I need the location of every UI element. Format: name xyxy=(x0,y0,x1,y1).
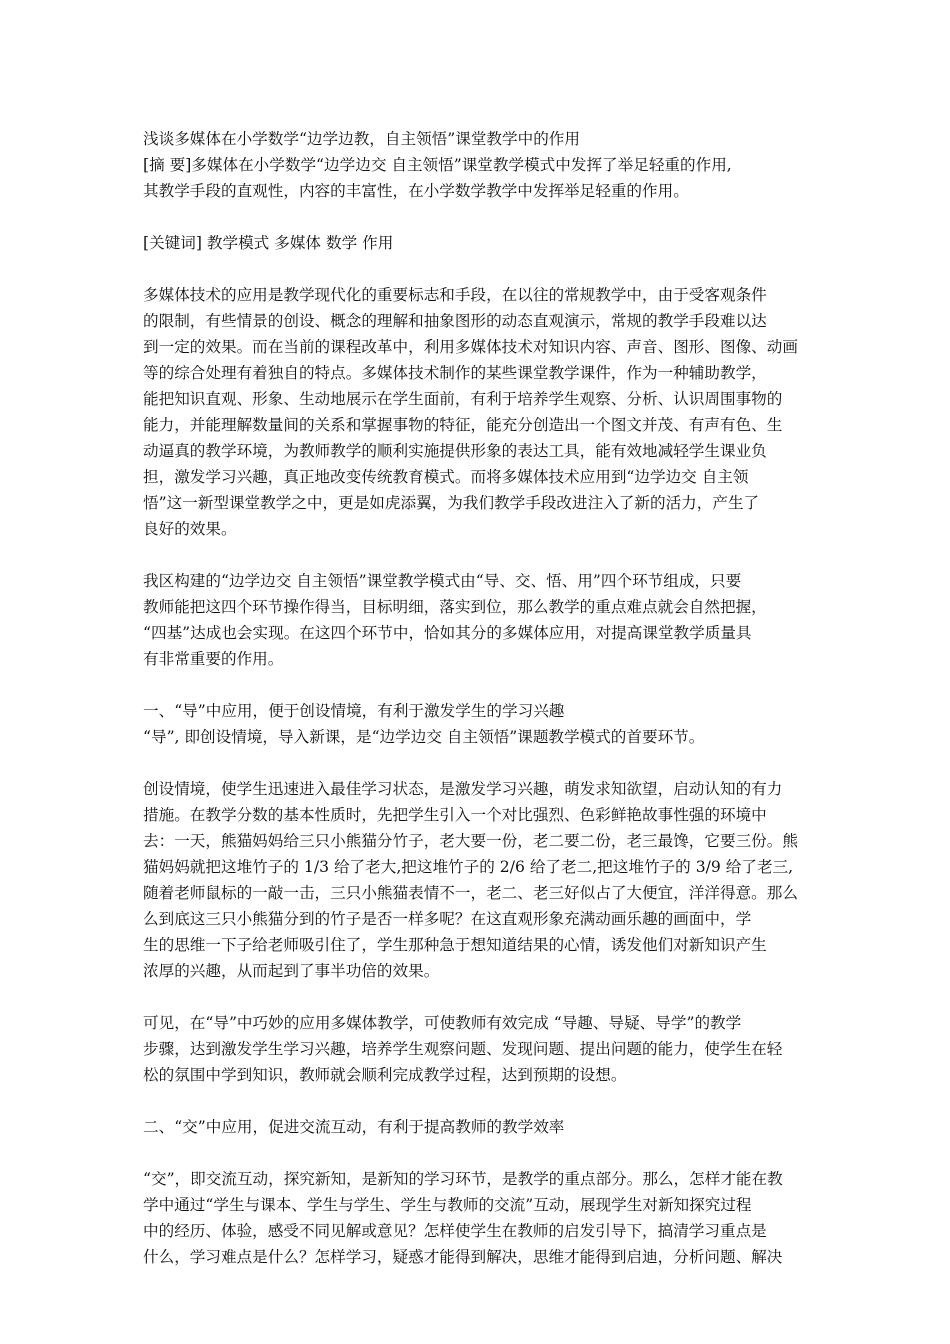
abstract-line-2: 其教学手段的直观性，内容的丰富性，在小学数学教学中发挥举足轻重的作用。 xyxy=(143,182,689,200)
abstract-line-1: [摘 要]多媒体在小学数学“边学边交 自主领悟”课堂教学模式中发挥了举足轻重的作用, xyxy=(143,156,732,174)
paragraph-line: 什么，学习难点是什么？怎样学习，疑惑才能得到解决，思维才能得到启迪，分析问题、解决 xyxy=(143,1248,783,1266)
blank-line xyxy=(143,672,815,698)
paragraph-model xyxy=(143,568,815,672)
paragraph-intro xyxy=(143,282,815,542)
paragraph-exchange xyxy=(143,1166,815,1270)
paragraph-line: “交”，即交流互动，探究新知，是新知的学习环节，是教学的重点部分。那么，怎样才能在教 xyxy=(143,1170,783,1188)
paragraph-conclusion-1 xyxy=(143,1010,815,1088)
paragraph-line: 我区构建的“边学边交 自主领悟”课堂教学模式由“导、交、悟、用”四个环节组成，只要 xyxy=(143,572,742,590)
paragraph-line: 去：一天，熊猫妈妈给三只小熊猫分竹子，老大要一份，老二要二份，老三最馋，它要三份。熊 xyxy=(143,832,798,850)
paragraph-line: 能把知识直观、形象、生动地展示在学生面前，有利于培养学生观察、分析、认识周围事物的 xyxy=(143,390,783,408)
blank-line xyxy=(143,1140,815,1166)
paragraph-line: 随着老师鼠标的一敲一击，三只小熊猫表情不一，老二、老三好似占了大便宜，洋洋得意。那么 xyxy=(143,884,798,902)
paragraph-line: 到一定的效果。而在当前的课程改革中，利用多媒体技术对知识内容、声音、图形、图像、动画 xyxy=(143,338,798,356)
keywords: [关键词] 教学模式 多媒体 数学 作用 xyxy=(143,234,394,252)
article-title: 浅谈多媒体在小学数学“边学边教，自主领悟”课堂教学中的作用 xyxy=(143,130,580,148)
paragraph-line: 措施。在教学分数的基本性质时，先把学生引入一个对比强烈、色彩鲜艳故事性强的环境中 xyxy=(143,806,767,824)
paragraph-line: 等的综合处理有着独自的特点。多媒体技术制作的某些课堂教学课件，作为一种辅助教学， xyxy=(143,364,767,382)
blank-line xyxy=(143,542,815,568)
paragraph-line: 良好的效果。 xyxy=(143,520,237,538)
paragraph-line: 有非常重要的作用。 xyxy=(143,650,284,668)
paragraph-line: 么到底这三只小熊猫分到的竹子是否一样多呢？在这直观形象充满动画乐趣的画面中，学 xyxy=(143,910,752,928)
paragraph-line: 的限制，有些情景的创设、概念的理解和抽象图形的动态直观演示，常规的教学手段难以达 xyxy=(143,312,767,330)
paragraph-line: 动逼真的教学环境，为教师教学的顺利实施提供形象的表达工具，能有效地减轻学生课业负 xyxy=(143,442,767,460)
paragraph-line: “四基”达成也会实现。在这四个环节中，恰如其分的多媒体应用，对提高课堂教学质量具 xyxy=(143,624,752,642)
paragraph-line: 教师能把这四个环节操作得当，目标明细，落实到位，那么教学的重点难点就会自然把握， xyxy=(143,598,767,616)
paragraph-line: 步骤，达到激发学生学习兴趣，培养学生观察问题、发现问题、提出问题的能力，使学生在轻 xyxy=(143,1040,783,1058)
blank-line xyxy=(143,204,815,230)
section-heading-2: 二、“交”中应用，促进交流互动，有利于提高教师的教学效率 xyxy=(143,1118,565,1136)
paragraph-line: 悟”这一新型课堂教学之中，更是如虎添翼，为我们教学手段改进注入了新的活力，产生了 xyxy=(143,494,760,512)
blank-line xyxy=(143,256,815,282)
blank-line xyxy=(143,984,815,1010)
blank-line xyxy=(143,750,815,776)
section-heading-1: 一、“导”中应用，便于创设情境，有利于激发学生的学习兴趣 xyxy=(143,702,565,720)
paragraph-line: 猫妈妈就把这堆竹子的 1/3 给了老大,把这堆竹子的 2/6 给了老二,把这堆竹子的 3/9 给了老三, xyxy=(143,858,794,876)
paragraph-line: 创设情境，使学生迅速进入最佳学习状态，是激发学习兴趣，萌发求知欲望，启动认知的有力 xyxy=(143,780,783,798)
article-body xyxy=(143,126,815,1270)
blank-line xyxy=(143,1088,815,1114)
paragraph-line: 担，激发学习兴趣，真正地改变传统教育模式。而将多媒体技术应用到“边学边交 自主领 xyxy=(143,468,749,486)
paragraph-line: 可见，在“导”中巧妙的应用多媒体教学，可使教师有效完成 “导趣、导疑、导学”的教学 xyxy=(143,1014,742,1032)
paragraph-line: 能力，并能理解数量间的关系和掌握事物的特征，能充分创造出一个图文并茂、有声有色、生 xyxy=(143,416,783,434)
paragraph-line: 松的氛围中学到知识，教师就会顺利完成教学过程，达到预期的设想。 xyxy=(143,1066,627,1084)
paragraph-line: 多媒体技术的应用是教学现代化的重要标志和手段，在以往的常规教学中，由于受客观条件 xyxy=(143,286,767,304)
paragraph-line: 浓厚的兴趣，从而起到了事半功倍的效果。 xyxy=(143,962,440,980)
paragraph-line: 学中通过“学生与课本、学生与学生、学生与教师的交流”互动，展现学生对新知探究过程 xyxy=(143,1196,752,1214)
paragraph-example xyxy=(143,776,815,984)
section-intro-1: “导”, 即创设情境，导入新课，是“边学边交 自主领悟”课题教学模式的首要环节。 xyxy=(143,728,705,746)
paragraph-line: 生的思维一下子给老师吸引住了，学生那种急于想知道结果的心情，诱发他们对新知识产生 xyxy=(143,936,767,954)
paragraph-line: 中的经历、体验，感受不同见解或意见？怎样使学生在教师的启发引导下，搞清学习重点是 xyxy=(143,1222,767,1240)
